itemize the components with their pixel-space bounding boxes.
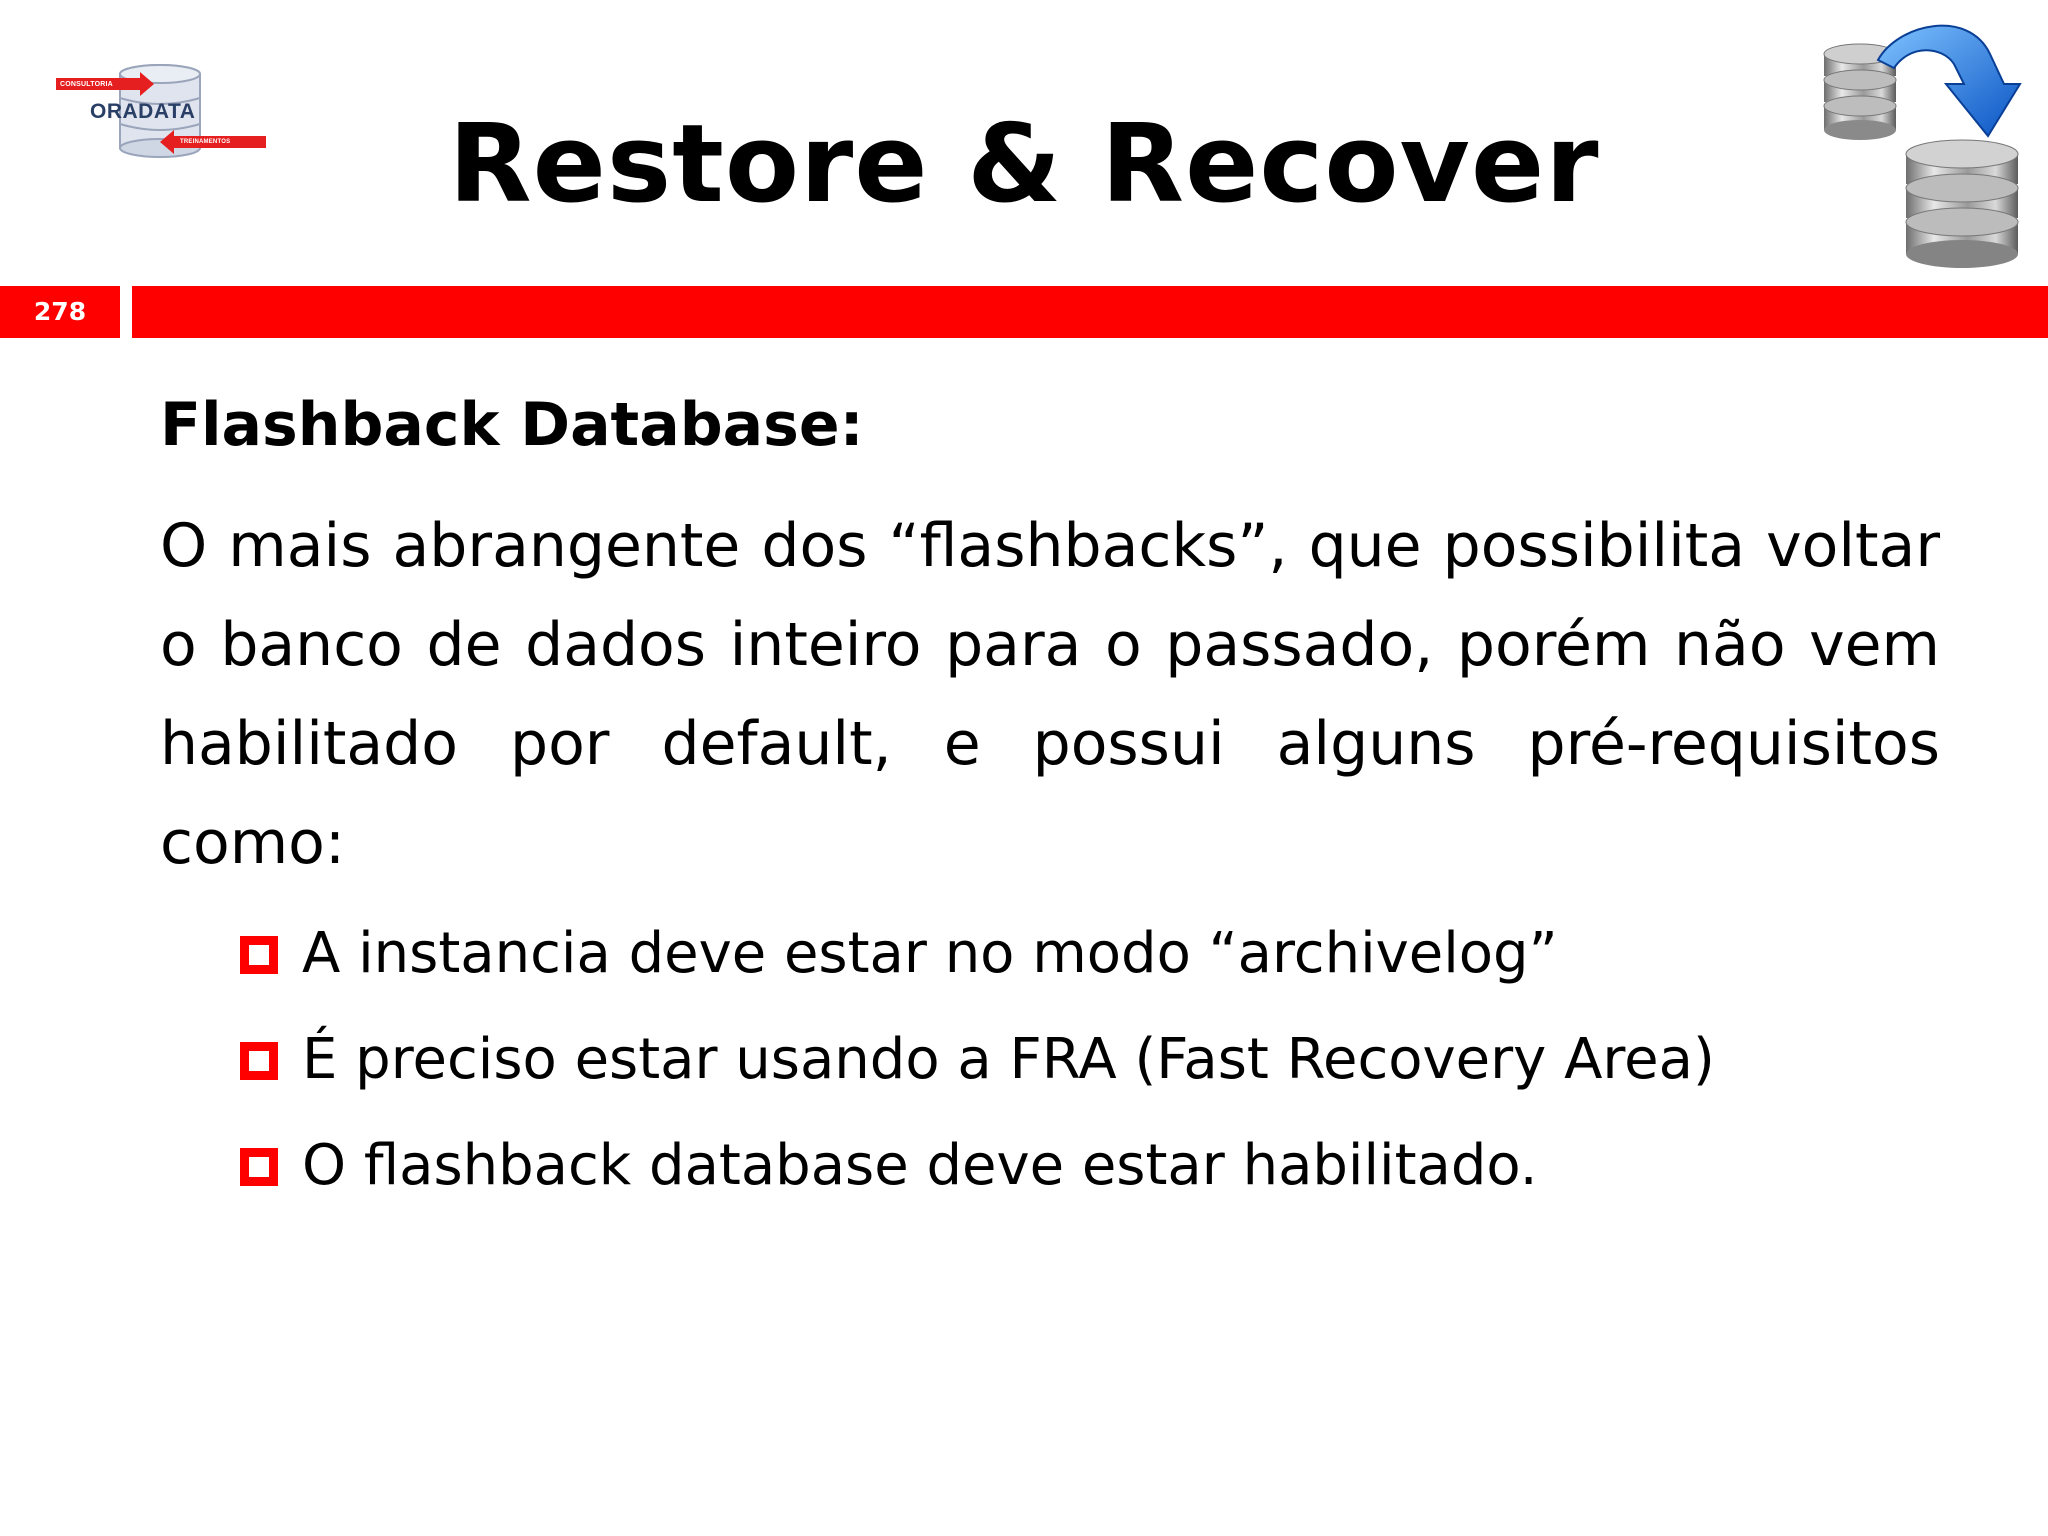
list-item-text: A instancia deve estar no modo “archivelog”: [302, 921, 1558, 986]
body-paragraph: O mais abrangente dos “flashbacks”, que possibilita voltar o banco de dados inteiro para o passado, porém não vem habilitado por default, e possui alguns pré-requisitos como:: [160, 511, 1940, 878]
slide-title: Restore & Recover: [448, 102, 1600, 227]
square-bullet-icon: [240, 936, 278, 974]
header-divider-bar: [132, 286, 2048, 338]
list-item: [240, 1124, 1940, 1230]
logo-treinamentos-label: TREINAMENTOS: [180, 139, 231, 145]
list-item-text: O flashback database deve estar habilitado.: [302, 1133, 1538, 1198]
requirements-list: [240, 912, 1940, 1230]
database-restore-icon: [1818, 14, 2030, 270]
section-heading: Flashback Database:: [160, 390, 864, 460]
logo-consultoria-label: CONSULTORIA: [60, 81, 113, 88]
square-bullet-icon: [240, 1148, 278, 1186]
list-item: [240, 1018, 1940, 1124]
logo-name: ORADATA: [90, 100, 196, 123]
square-bullet-icon: [240, 1042, 278, 1080]
slide-number: 278: [33, 297, 87, 326]
list-item-text: É preciso estar usando a FRA (Fast Recovery Area): [302, 1027, 1715, 1092]
list-item: [240, 912, 1940, 1018]
